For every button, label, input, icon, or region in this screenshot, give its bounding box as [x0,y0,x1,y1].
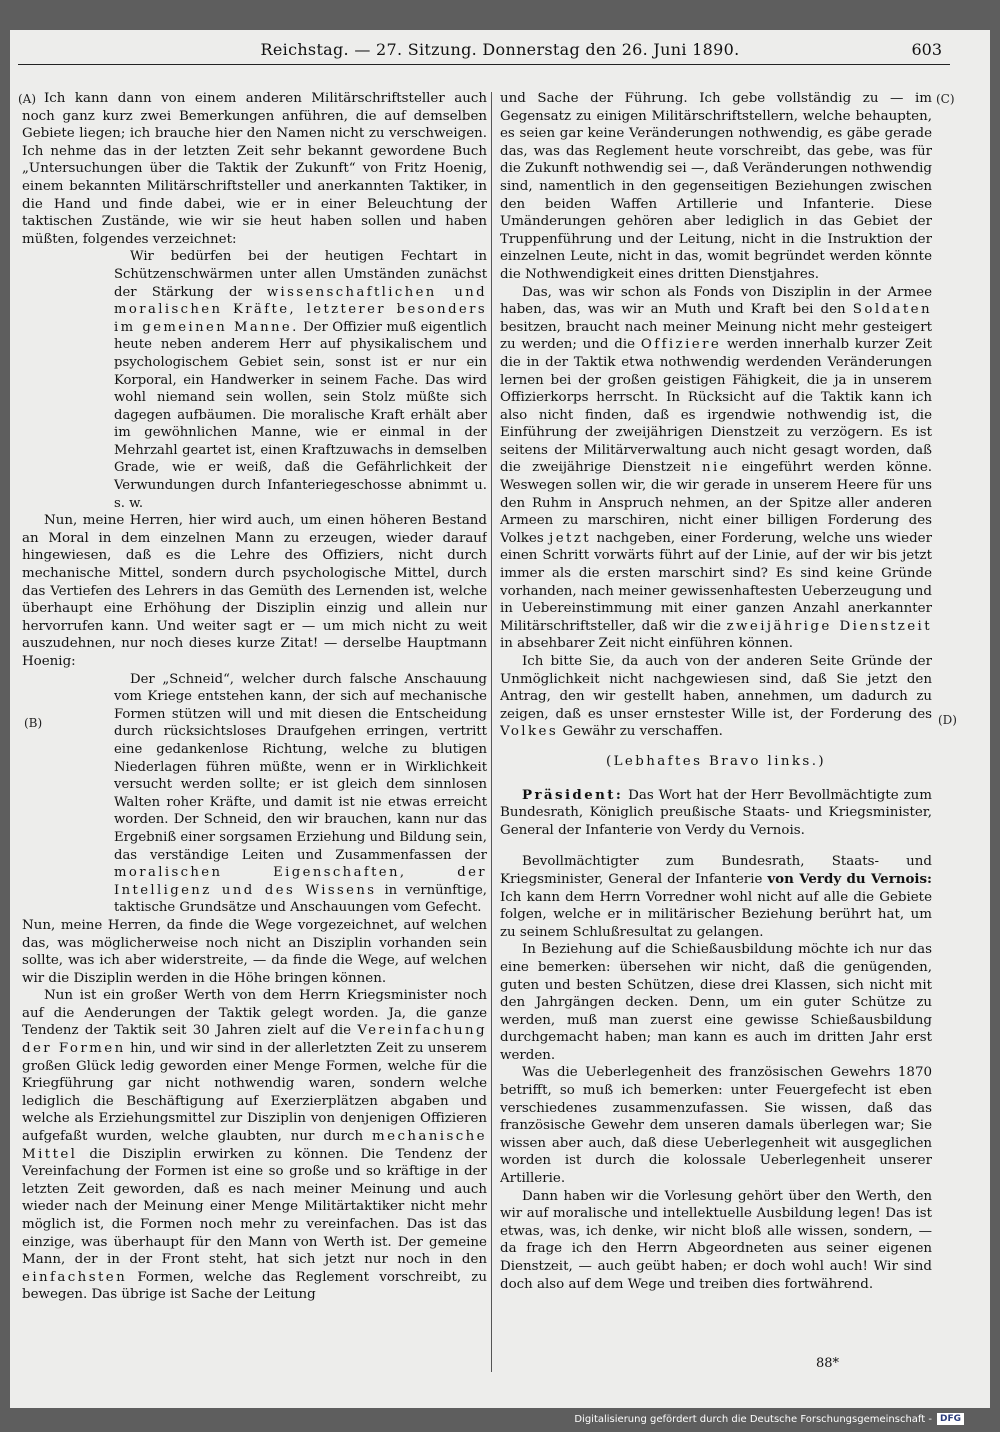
paragraph: In Beziehung auf die Schießausbildung möchte ich nur das eine bemerken: übersehen wir nicht, daß die genügenden, guten und besten Schützen, diese drei Klassen, sich nicht mit den Jahrgängen decken. Denn, um ein guter Schütze zu werden, muß man zuerst eine gewisse Schießausbildung durchgemacht haben; man kann es auch im dritten Jahr erst werden. [500,942,932,1063]
paragraph-text: eingeführt werden könne. Weswegen sollen wir, die wir gerade in unserem Heere für uns den Ruhm in Anspruch nehmen, an der Spitze aller anderen Armeen zu marschiren, nicht einer billigen Forderung des Volkes [500,460,932,546]
paragraph-text: Nun ist ein großer Werth von dem Herrn Kriegsminister noch auf die Aenderungen der Taktik gelegt worden. Ja, die ganze Tendenz der Taktik seit 30 Jahren zielt auf die [22,988,487,1039]
paragraph [22,987,487,1304]
footer-credit-text: Digitalisierung gefördert durch die Deutsche Forschungsgemeinschaft - [574,1413,932,1425]
quote-text: Wir bedürfen bei der heutigen Fechtart in Schützenschwärmen unter allen Umständen zunächst der Stärkung der [114,249,487,300]
president-text: Das Wort hat der Herr Bevollmächtigte zum Bundesrath, Königlich preußische Staats- und Kriegsminister, General der Infanterie von Verdy du Vernois. [500,787,932,838]
paragraph-text: Das, was wir schon als Fonds von Disziplin in der Armee haben, das, was wir an Muth und Kraft bei den [500,284,932,318]
left-column [22,90,487,1370]
paragraph: Nun, meine Herren, da finde die Wege vorgezeichnet, auf welchen das, was möglicherweise noch nicht an Disziplin vorhanden sein sollte, was ich aber widerstreite, — da finde die Wege, auf welchen wir die Disziplin werden in die Höhe bringen können. [22,917,487,986]
paragraph: Ich kann dann von einem anderen Militärschriftsteller auch noch ganz kurz zwei Bemerkungen anführen, die auf demselben Gebiete liegen; ich brauche hier den Namen nicht zu verschweigen. Ich nehme das in der letzten Zeit sehr bekannt gewordene Buch „Untersuchungen über die Taktik der Zukunft“ von Fritz Hoenig, einem bekannten Militärschriftsteller und anerkannten Taktiker, in die Hand und finde dabei, wie er in einer Beleuchtung der taktischen Zustände, wie wir sie heut haben sollen und haben müßten, folgendes verzeichnet: [22,91,487,247]
president-label: Präsident: [522,786,624,803]
paragraph-text: nachgeben, einer Forderung, welche uns wieder einen Schritt vorwärts führt auf der Linie, auf der wir bis jetzt immer als die ersten marschirt sind? Es sind keine Gründe vorhanden, nach meiner gewissenhaftesten Ueberzeugung und in Uebereinstimmung mit einer ganzen Anzahl anerkannter Militärschriftsteller, daß wir die [500,530,932,634]
quote-text: in vernünftige, taktische Grundsätze und Anschauungen vom Gefecht. [114,882,487,916]
quote-paragraph [114,248,487,512]
emphasized-text: einfachsten [22,1269,128,1285]
block-quote [114,671,487,917]
margin-mark-d: (D) [938,713,957,727]
paragraph-text: besitzen, braucht nach meiner Meinung nicht mehr gesteigert zu werden; und die [500,319,932,353]
speaker-intro: Bevollmächtigter zum Bundesrath, Staats- und Kriegsminister, General der Infanterie [500,854,932,887]
signature-mark: 88* [816,1356,840,1371]
emphasized-text: Offiziere [640,337,722,353]
header-title: Reichstag. — 27. Sitzung. Donnerstag den 26. Juni 1890. [260,40,740,59]
paragraph: Dann haben wir die Vorlesung gehört über den Werth, den wir auf moralische und intellektuelle Ausbildung legen! Das ist etwas, was, ich denke, wir nicht bloß alle wissen, sondern, — da frage ich den Herrn Abgeordneten aus seiner eigenen Dienstzeit, — auch geübt haben; er doch wohl auch! Wir sind doch also auf dem Wege und treiben dies fortwährend. [500,1188,932,1292]
emphasized-text: nie [702,460,731,476]
paragraph-text: hin, und wir sind in der allerletzten Zeit zu unserem großen Glück ledig geworden einer Menge Formen, welche für die Kriegführung gar nicht nothwendig waren, sondern welche lediglich die Beschäftigung auf Exerzierplätzen abgaben und welche als Erziehungsmittel zur Disziplin von denjenigen Offizieren aufgefaßt wurden, welche glaubten, nur durch [22,1041,487,1145]
right-column [500,90,932,1300]
paragraph-text: Ich bitte Sie, da auch von der anderen Seite Gründe der Unmöglichkeit nicht nachgewiesen sind, daß Sie jetzt den Antrag, den wir gestellt haben, annehmen, um dadurch zu zeigen, daß es unser ernstester Wille ist, der Forderung des [500,654,932,722]
page-header [10,40,990,64]
paragraph-text: Gewähr zu verschaffen. [562,724,723,740]
quote-text: Der Offizier muß eigentlich heute neben anderem Herr auf physikalischem und psychologischem Gebiet sein, sonst ist er nur ein Korporal, ein Handwerker in seinem Fache. Das wird wohl niemand sein wollen, sein Stolz müßte sich dagegen aufbäumen. Die moralische Kraft erhält aber im gewöhnlichen Manne, wie er einmal in der Mehrzahl geartet ist, einen Kraftzuwachs in demselben Grade, wie er weiß, daß die Gefährlichkeit der Verwundungen durch Infanteriegeschosse abnimmt u. s. w. [114,319,487,511]
margin-mark-c: (C) [936,92,955,106]
paragraph [500,653,932,741]
president-statement [500,787,932,840]
speaker-text: Ich kann dem Herrn Vorredner wohl nicht auf alle die Gebiete folgen, welche er in militärischer Beziehung berührt hat, um zu seinem Schlußresultat zu gelangen. [500,889,932,940]
applause-note: (Lebhaftes Bravo links.) [606,753,826,769]
paragraph: Was die Ueberlegenheit des französischen Gewehrs 1870 betrifft, so muß ich bemerken: unter Feuergefecht ist eben verschiedenes zusammenzufassen. Sie wissen, daß das französische Gewehr dem unseren damals überlegen war; Sie wissen aber auch, daß diese Ueberlegenheit wit ausgeglichen worden ist durch die kolossale Ueberlegenheit unserer Artillerie. [500,1065,932,1187]
emphasized-text: Soldaten [852,302,932,318]
margin-mark-b: (B) [24,716,43,730]
page-number: 603 [911,40,942,59]
quote-text: Der „Schneid“, welcher durch falsche Anschauung vom Kriege entstehen kann, der sich auf mechanische Formen stützen will und mit diesen die Entscheidung durch rücksichtsloses Draufgehen erringen, vertritt eine gedankenlose Richtung, welche zu blutigen Niederlagen führen müßte, wenn er in Wirklichkeit versucht werden sollte; er ist gleich dem sinnlosen Walten roher Kräfte, und damit ist nie etwas erreicht worden. Der Schneid, den wir brauchen, kann nur das Ergebniß einer sorgsamen Erziehung und Bildung sein, das verständige Leiten und Zusammenfassen der [114,671,487,863]
newspaper-page [10,30,990,1408]
header-rule [18,64,950,65]
quote-paragraph [114,671,487,917]
column-divider [491,92,492,1372]
emphasized-text: jetzt [549,530,592,546]
emphasized-text: Vereinfachung der Formen [22,1023,487,1057]
margin-mark-a: (A) [18,92,37,106]
speaker-statement [500,853,932,941]
emphasized-text: wissenschaftlichen und moralischen Kräfte, letzterer besonders im gemeinen Manne. [114,284,487,335]
paragraph: und Sache der Führung. Ich gebe vollständig zu — im Gegensatz zu einigen Militärschriftstellern, welche behaupten, es seien gar keine Veränderungen nothwendig, es gäbe gerade das, was das Reglement heute vorschreibt, das gebe, was für die Zukunft nothwendig sei —, daß Veränderungen nothwendig sind, namentlich in den gegenseitigen Beziehungen zwischen den beiden Waffen Artillerie und Infanterie. Diese Umänderungen gehören aber lediglich in das Gebiet der Truppenführung und der Leitung, nicht in die Instruktion der einzelnen Leute, nicht in das, womit begründet werden könnte die Nothwendigkeit eines dritten Dienstjahres. [500,91,932,282]
emphasized-text: mechanische Mittel [22,1129,487,1162]
emphasized-text: zweijährige Dienstzeit [726,618,932,634]
speaker-name: von Verdy du Vernois: [767,870,932,887]
emphasized-text: moralischen Eigenschaften, der Intelligenz und des Wissens [114,865,487,898]
block-quote [114,248,487,512]
paragraph-text: die Disziplin erwirken zu können. Die Tendenz der Vereinfachung der Formen ist eine so große und so kräftige in der letzten Zeit geworden, daß es nach meiner Meinung und auch wieder nach der Meinung einer Menge Militärtaktiker nicht mehr möglich ist, die Formen noch mehr zu vereinfachen. Das ist das einzige, was überhaupt für den Mann von Werth ist. Der gemeine Mann, der in der Front steht, hat sich jetzt nur noch in den [22,1146,487,1268]
paragraph-text: werden innerhalb kurzer Zeit die in der Taktik etwa nothwendig werdenden Veränderungen lernen bei der großen geistigen Fähigkeit, die ja in unserem Offizierkorps herrscht. In Rücksicht auf die Taktik kann ich also nicht finden, daß es irgendwie nothwendig ist, die Einführung der zweijährigen Dienstzeit zu verzögern. Es ist seitens der Militärverwaltung auch nicht gesagt worden, daß die zweijährige Dienstzeit [500,337,932,476]
paragraph [500,284,932,653]
paragraph: Nun, meine Herren, hier wird auch, um einen höheren Bestand an Moral in dem einzelnen Mann zu erzeugen, wieder darauf hingewiesen, daß es die Lehre des Offiziers, nicht durch mechanische Mittel, sondern durch psychologische Mittel, durch das Vertiefen des Lehrers in das Gemüth des Lernenden ist, welche überhaupt eine Erhöhung der Disziplin einzig und allein nur hervorrufen kann. Und weiter sagt er — um mich nicht zu weit auszudehnen, nur noch dieses kurze Zitat! — derselbe Hauptmann Hoenig: [22,513,487,669]
paragraph-text: in absehbarer Zeit nicht einführen können. [500,636,793,652]
paragraph-text: Formen, welche das Reglement vorschreibt, zu bewegen. Das übrige ist Sache der Leitung [22,1269,487,1303]
dfg-logo: DFG [937,1413,964,1425]
spacer [500,839,932,853]
emphasized-text: Volkes [500,724,559,740]
footer-credit [574,1413,964,1425]
